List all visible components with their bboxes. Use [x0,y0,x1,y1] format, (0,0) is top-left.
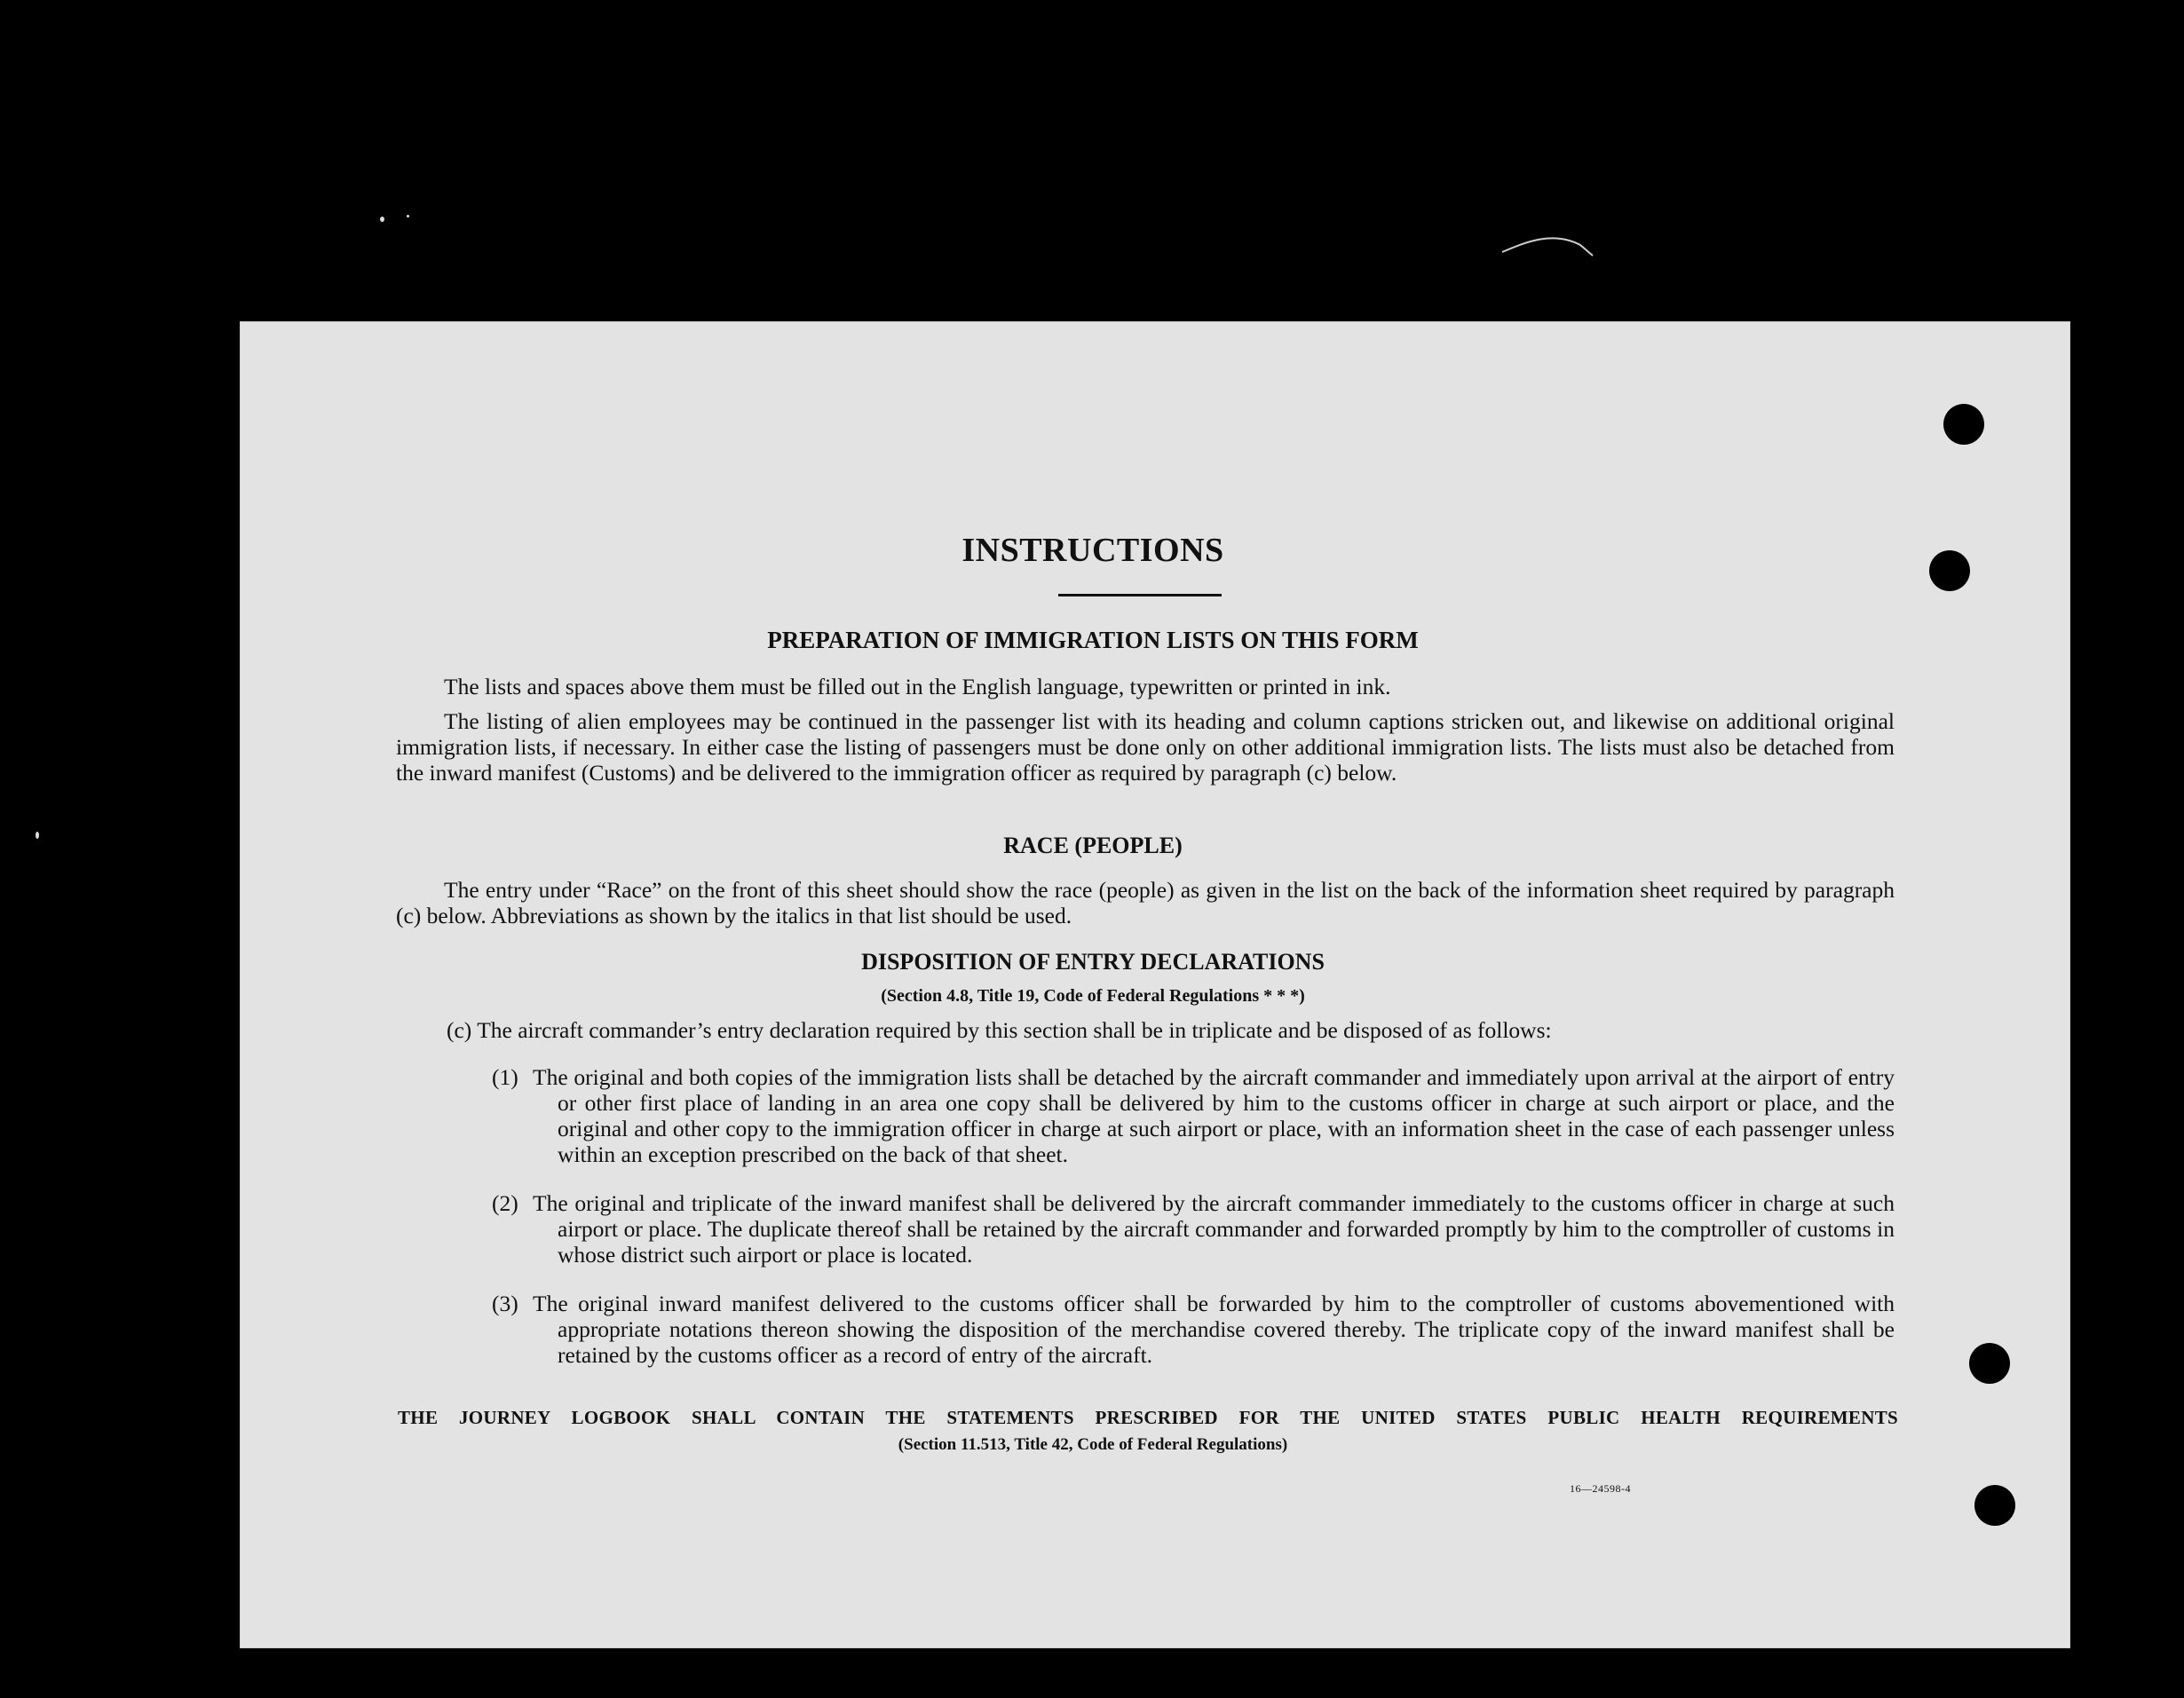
dust-speck [380,217,384,222]
item-number: (1) [492,1064,518,1090]
title-underline [1058,594,1222,596]
disposition-item-1 [492,1064,1895,1167]
punch-hole [1943,404,1984,445]
section-heading-race: RACE (PEOPLE) [1003,833,1183,858]
stray-fiber-mark [1500,225,1598,261]
preparation-paragraph-1: The lists and spaces above them must be filled out in the English language, typewritten or printed in ink. [444,674,1391,699]
disposition-item-2 [492,1190,1895,1268]
dust-speck [407,215,409,217]
item-number: (3) [492,1291,518,1316]
punch-hole [1974,1485,2015,1526]
section-heading-preparation: PREPARATION OF IMMIGRATION LISTS ON THIS FORM [767,627,1419,653]
disposition-item-3 [492,1291,1895,1368]
item-text: The original and triplicate of the inward manifest shall be delivered by the aircraft commander immediately to the customs officer in charge at such airport or place. The duplicate thereof shall be retained by the aircraft commander and forwarded promptly by him to the comptroller of customs in whose district such airport or place is located. [533,1190,1895,1268]
section-heading-disposition: DISPOSITION OF ENTRY DECLARATIONS [861,949,1325,975]
item-text: The original and both copies of the immigration lists shall be detached by the aircraft commander and immediately upon arrival at the airport of entry or other first place of landing in an area one copy shall be delivered by him to the customs officer in charge at such airport or place, and the original and other copy to the immigration officer in charge at such airport or place, with an information sheet in the case of each passenger unless within an exception prescribed on the back of that sheet. [533,1064,1895,1167]
page-title: INSTRUCTIONS [961,532,1224,569]
punch-hole [1969,1343,2010,1384]
preparation-paragraph-2: The listing of alien employees may be continued in the passenger list with its heading and column captions stricken out, and likewise on additional original immigration lists, if necessary. In either case the listing of passengers must be done only on other additional immigration lists. The lists must also be detached from the inward manifest (Customs) and be delivered to the immigration officer as required by paragraph (c) below. [396,708,1895,786]
item-text: The original inward manifest delivered to the customs officer shall be forwarded by him to the comptroller of customs abovementioned with appropriate notations thereon showing the disposition of the merchandise covered thereby. The triplicate copy of the inward manifest shall be retained by the customs officer as a record of entry of the aircraft. [533,1291,1895,1368]
footer-statement: THE JOURNEY LOGBOOK SHALL CONTAIN THE STATEMENTS PRESCRIBED FOR THE UNITED STATES PUBLIC HEALTH REQUIREMENTS [398,1407,1898,1428]
race-paragraph: The entry under “Race” on the front of this sheet should show the race (people) as given in the list on the back of the information sheet required by paragraph (c) below. Abbreviations as shown by the italics in that list should be used. [396,877,1895,928]
disposition-intro: (c) The aircraft commander’s entry declaration required by this section shall be in triplicate and be disposed of as follows: [447,1017,1552,1043]
disposition-citation: (Section 4.8, Title 19, Code of Federal Regulations * * *) [881,986,1305,1006]
footer-citation: (Section 11.513, Title 42, Code of Federal Regulations) [898,1435,1288,1454]
form-code: 16—24598-4 [1570,1482,1631,1495]
item-number: (2) [492,1190,518,1216]
